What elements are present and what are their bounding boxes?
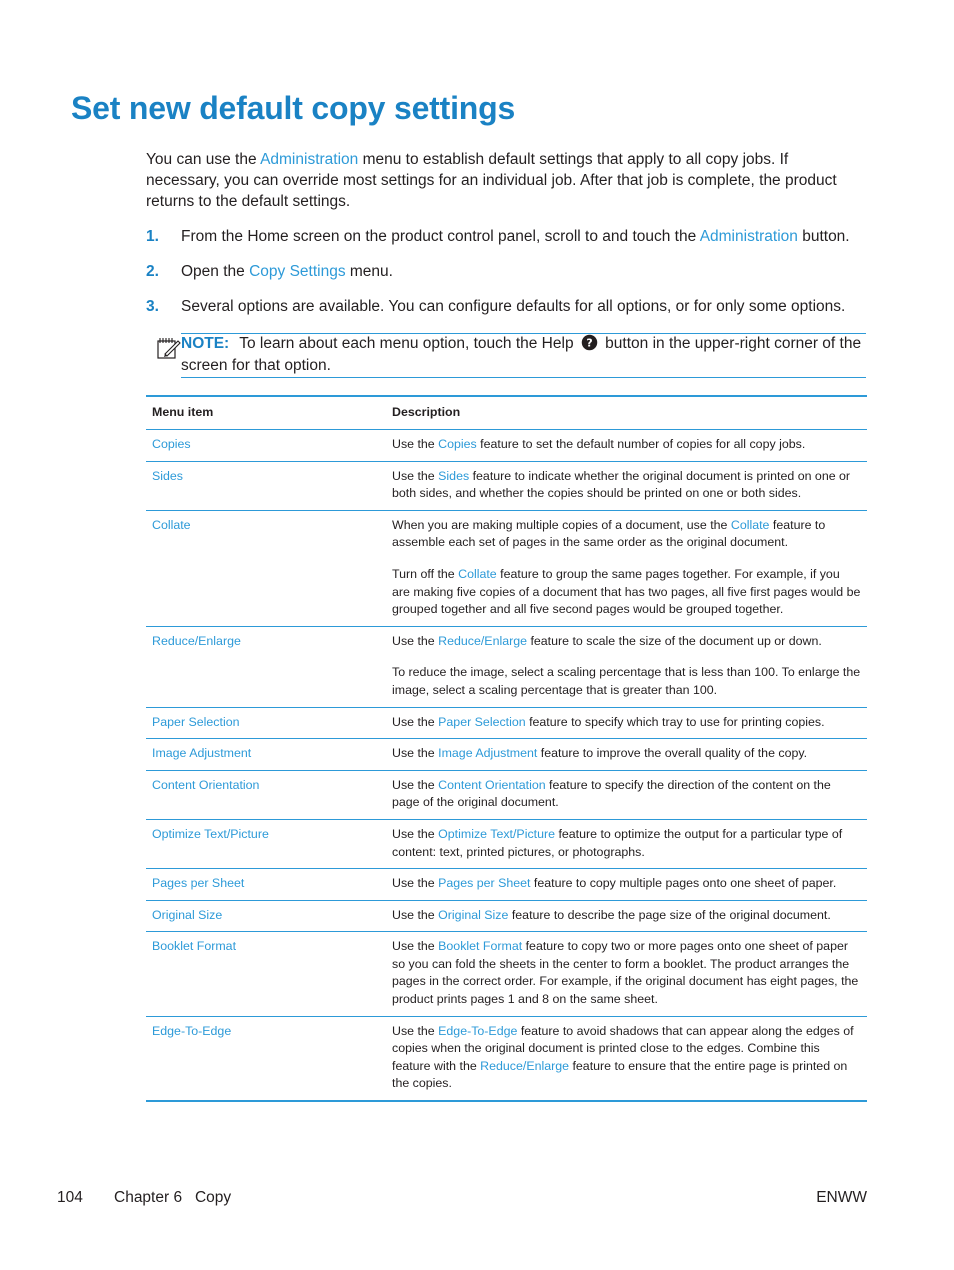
table-row — [146, 430, 867, 462]
table-row — [146, 869, 867, 901]
table-row — [146, 510, 867, 626]
row-description: Use the Content Orientation feature to specify the direction of the content on the page of the original document. — [392, 777, 831, 810]
copy-settings-link[interactable]: Copy Settings — [249, 263, 346, 280]
row-description: Use the Paper Selection feature to specify which tray to use for printing copies. — [392, 714, 825, 729]
step-text: Several options are available. You can configure defaults for all options, or for only some options. — [181, 298, 846, 315]
row-description: Use the Reduce/Enlarge feature to scale the size of the document up or down. To reduce the image, select a scaling percentage that is less than 100. To enlarge the image, select a scaling percentage that is greater than 100. — [392, 633, 861, 697]
menu-item-original-size[interactable]: Original Size — [152, 907, 223, 922]
row-description: Use the Original Size feature to describe the page size of the original document. — [392, 907, 831, 922]
menu-item-collate[interactable]: Collate — [152, 517, 191, 532]
table-row — [146, 900, 867, 932]
page-number: 104 — [57, 1189, 83, 1206]
menu-item-image-adjustment[interactable]: Image Adjustment — [152, 746, 252, 761]
footer-right: ENWW — [816, 1189, 867, 1206]
step-number: 2. — [146, 263, 159, 280]
intro-paragraph: You can use the Administration menu to establish default settings that apply to all copy jobs. If necessary, you can override most settings for an individual job. After that job is complete, the product returns to the default settings. — [146, 151, 837, 210]
help-icon — [581, 334, 598, 351]
footer-left — [57, 1188, 231, 1208]
note-rule-bottom — [181, 377, 866, 378]
administration-button-link[interactable]: Administration — [699, 228, 798, 245]
page-title: Set new default copy settings — [71, 90, 516, 126]
row-description: Use the Sides feature to indicate whether the original document is printed on one or both sides, and whether the copies should be printed on one or both sides. — [392, 468, 851, 501]
table-row — [146, 739, 867, 771]
header-description: Description — [392, 405, 461, 420]
row-description: Use the Booklet Format feature to copy two or more pages onto one sheet of paper so you can fold the sheets in the center to form a booklet. The product arranges the pages in the correct order. For example, if the original document has eight pages, the product prints pages 1 and 8 on the same sheet. — [392, 939, 859, 1007]
menu-item-reduce-enlarge[interactable]: Reduce/Enlarge — [152, 633, 241, 648]
svg-text:?: ? — [586, 336, 593, 350]
menu-item-edge-to-edge[interactable]: Edge-To-Edge — [152, 1023, 232, 1038]
table-row — [146, 707, 867, 739]
chapter-label: Chapter 6 Copy — [114, 1189, 232, 1206]
table-row — [146, 770, 867, 819]
menu-item-copies[interactable]: Copies — [152, 437, 191, 451]
row-description: Use the Pages per Sheet feature to copy multiple pages onto one sheet of paper. — [392, 876, 837, 891]
administration-link[interactable]: Administration — [260, 151, 359, 168]
table-row — [146, 819, 867, 868]
header-menu-item: Menu item — [152, 405, 214, 420]
note-text: NOTE: To learn about each menu option, touch the Help ? button in the upper-right corner of the screen for that option. — [181, 335, 862, 374]
step-text: Open the Copy Settings menu. — [181, 263, 393, 280]
menu-item-content-orientation[interactable]: Content Orientation — [152, 777, 260, 792]
row-description: When you are making multiple copies of a document, use the Collate feature to assemble each set of pages in the same order as the original document. Turn off the Collate feature to group the same pages together. For example, if you are making five copies of a document that has two pages, all five first pages would be grouped together and all five second pages would be grouped together. — [392, 517, 861, 617]
row-description: Use the Edge-To-Edge feature to avoid shadows that can appear along the edges of copies when the original document is printed close to the edges. Combine this feature with the Reduce/Enlarge feature to ensure that the entire page is printed on the copies. — [392, 1023, 854, 1091]
menu-item-pages-per-sheet[interactable]: Pages per Sheet — [152, 876, 245, 891]
menu-item-paper-selection[interactable]: Paper Selection — [152, 714, 240, 729]
step-number: 3. — [146, 298, 159, 315]
table-row — [146, 1016, 867, 1101]
table-row — [146, 626, 867, 707]
menu-item-booklet-format[interactable]: Booklet Format — [152, 939, 237, 954]
table-row — [146, 932, 867, 1016]
note-label: NOTE: — [181, 335, 230, 352]
note-box — [146, 333, 866, 377]
row-description: Use the Copies feature to set the default number of copies for all copy jobs. — [392, 437, 806, 451]
menu-item-optimize-text-picture[interactable]: Optimize Text/Picture — [152, 826, 269, 841]
table-header-row — [146, 396, 867, 430]
row-description: Use the Image Adjustment feature to improve the overall quality of the copy. — [392, 746, 808, 761]
copy-settings-table — [146, 395, 867, 1102]
note-pad-icon — [156, 335, 182, 361]
table-row — [146, 461, 867, 510]
step-number: 1. — [146, 228, 159, 245]
menu-item-sides[interactable]: Sides — [152, 468, 183, 483]
step-text: From the Home screen on the product control panel, scroll to and touch the Administration button. — [181, 228, 850, 245]
row-description: Use the Optimize Text/Picture feature to optimize the output for a particular type of content: text, printed pictures, or photographs. — [392, 826, 843, 859]
